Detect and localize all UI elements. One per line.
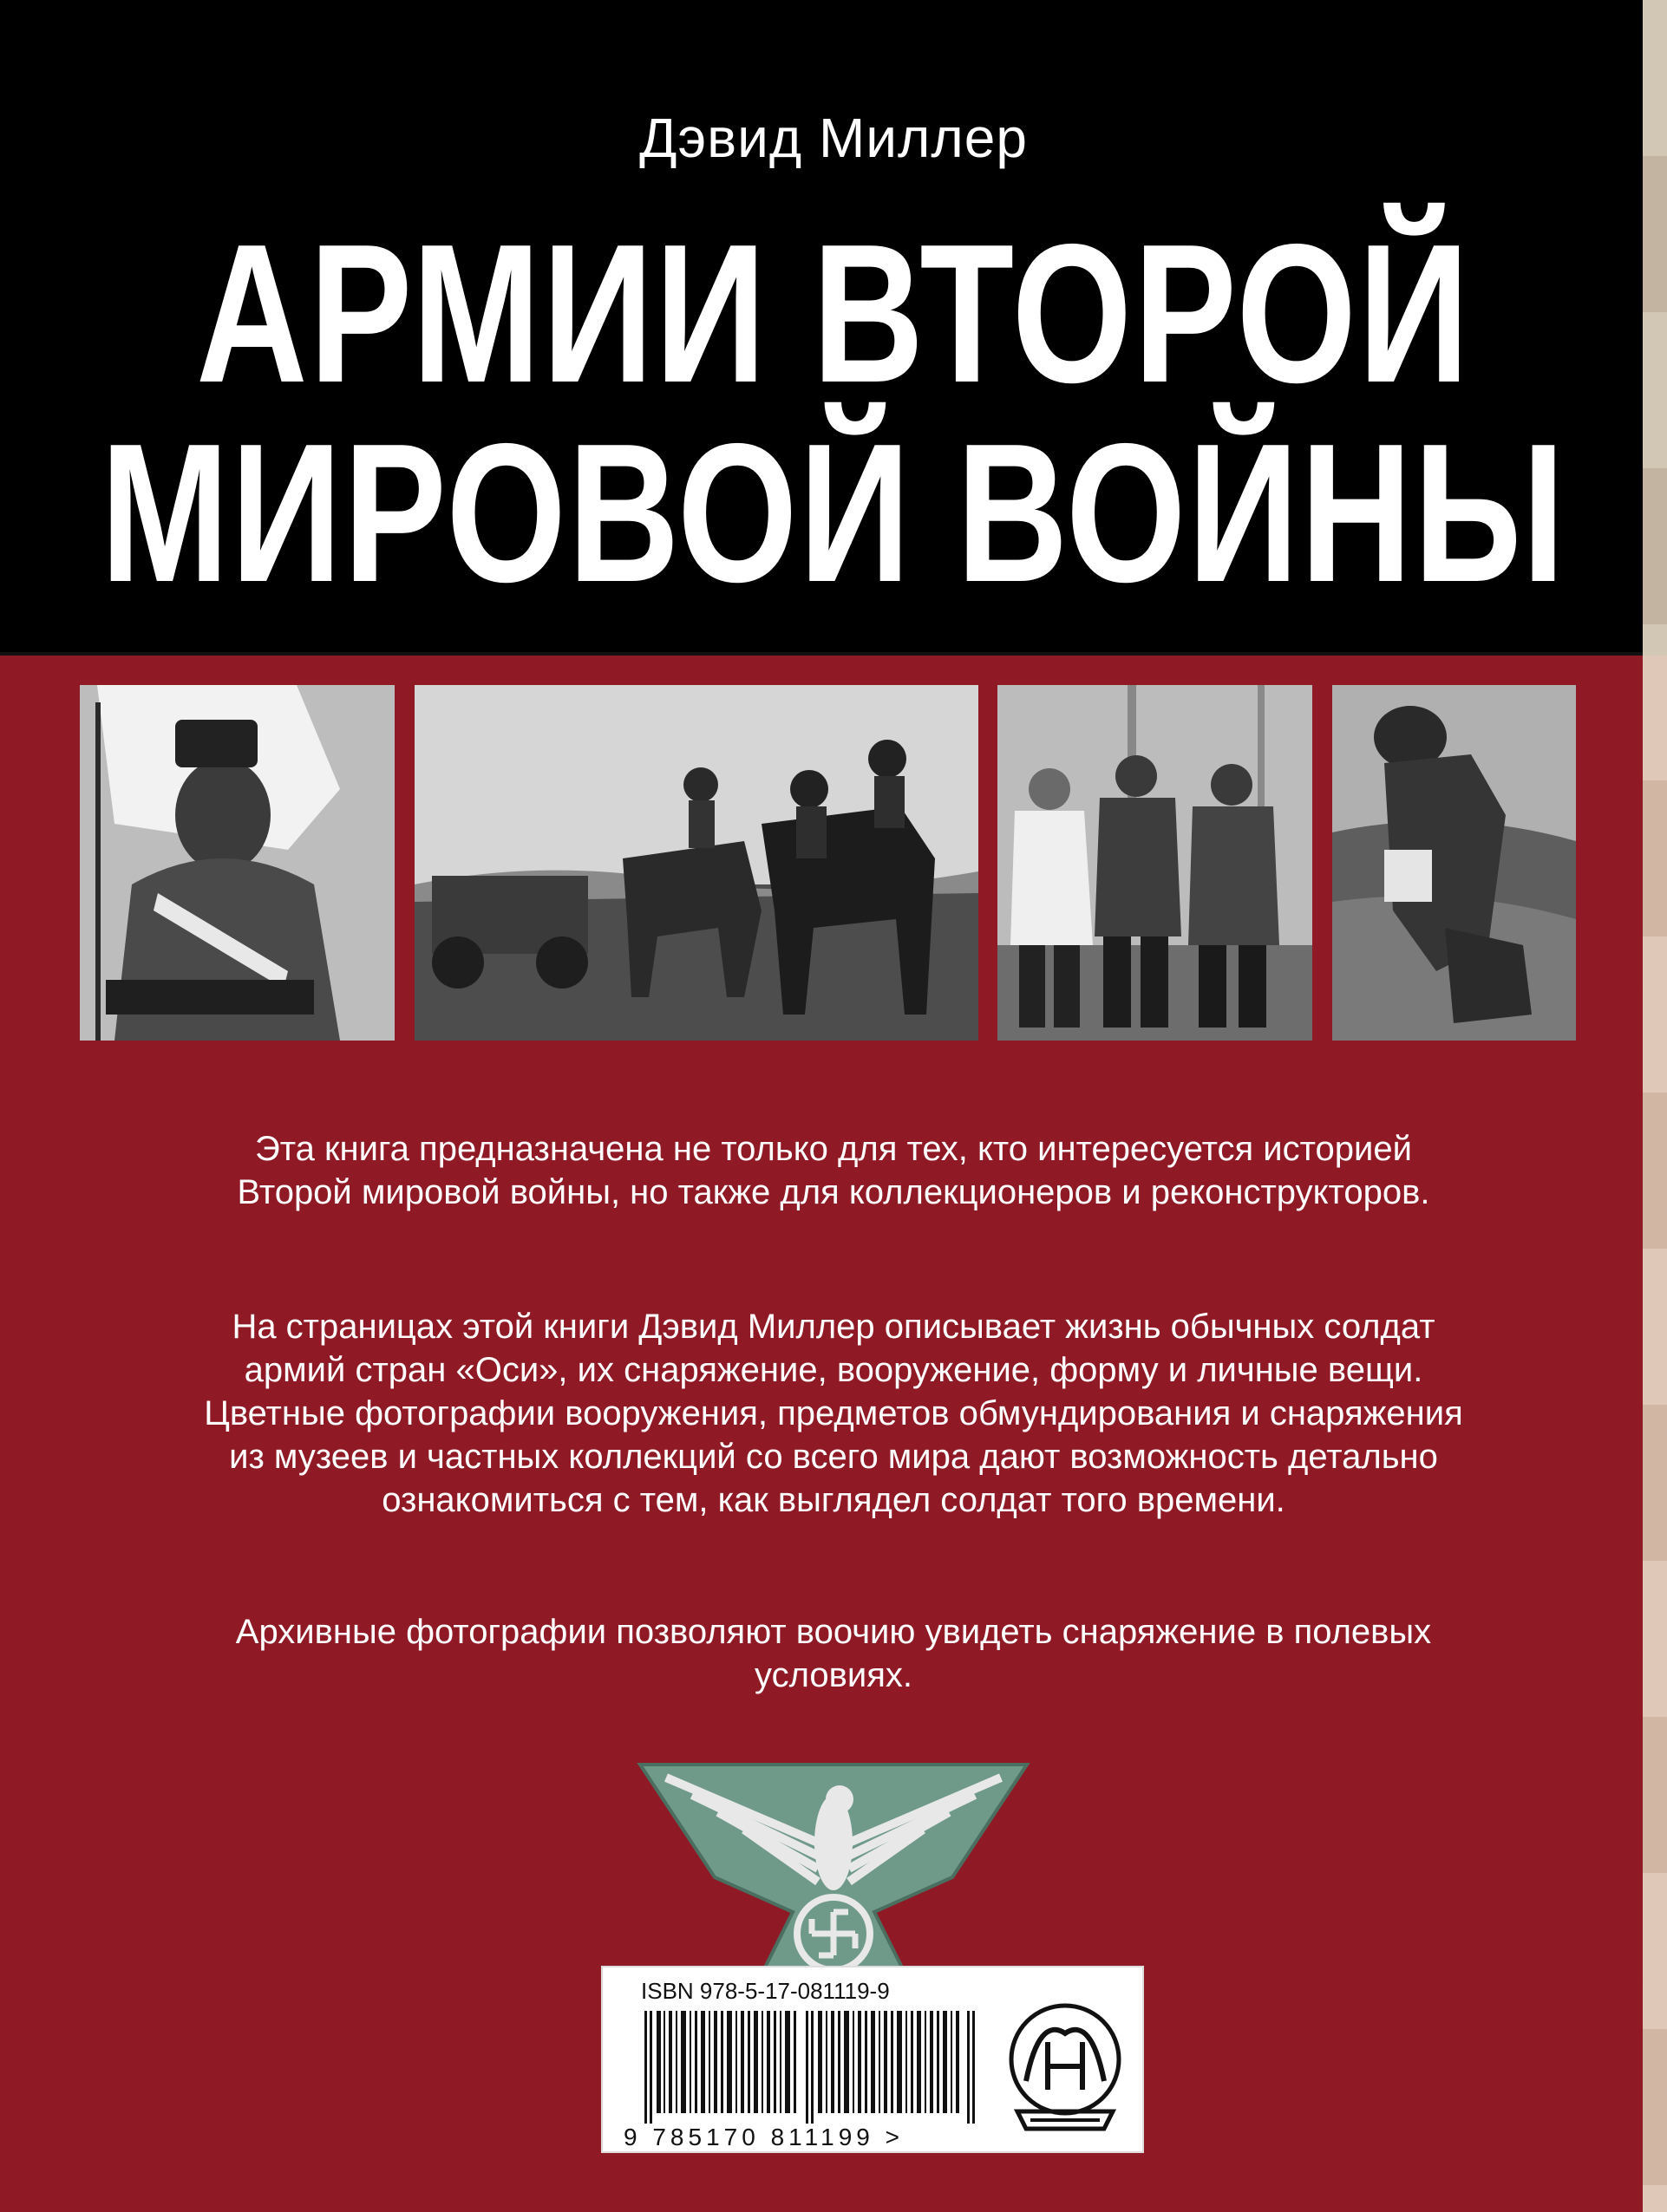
title-band [0, 0, 1667, 656]
description-paragraph-2: На страницах этой книги Дэвид Миллер описывает жизнь обычных солдат армий стран «Оси», их снаряжение, вооружение, форму и личные вещи. Цветные фотографии вооружения, предметов обмундирования и снаряжения из музеев и частных коллекций со всего мира дают возможность детально ознакомиться с тем, как выглядел солдат того времени. [204, 1308, 1463, 1519]
description-paragraph-3: Архивные фотографии позволяют воочию увидеть снаряжение в полевых условиях. [235, 1613, 1432, 1694]
barcode-panel [601, 1966, 1144, 2153]
photo-officers-walking [997, 685, 1312, 1041]
photo-horse-artillery [415, 685, 978, 1041]
photo-soldier-with-equipment [1332, 685, 1576, 1041]
spine-edge [1643, 0, 1667, 2212]
publisher-logo-icon [1000, 1999, 1130, 2137]
barcode-icon [644, 2011, 984, 2124]
photo-soldier-with-flag [80, 685, 395, 1041]
eagle-emblem-icon [631, 1747, 1036, 1981]
description-paragraph-1: Эта книга предназначена не только для тех, кто интересуется историей Второй мировой войны, но также для коллекционеров и реконструкторов. [237, 1130, 1430, 1211]
book-title-line-1: АРМИИ ВТОРОЙ [196, 202, 1471, 424]
author-name: Дэвид Миллер [639, 107, 1028, 169]
book-title-line-2: МИРОВОЙ ВОЙНЫ [100, 401, 1567, 623]
barcode-digits: 9 785170 811199 > [624, 2124, 904, 2150]
isbn-number: ISBN 978-5-17-081119-9 [641, 1978, 890, 2004]
